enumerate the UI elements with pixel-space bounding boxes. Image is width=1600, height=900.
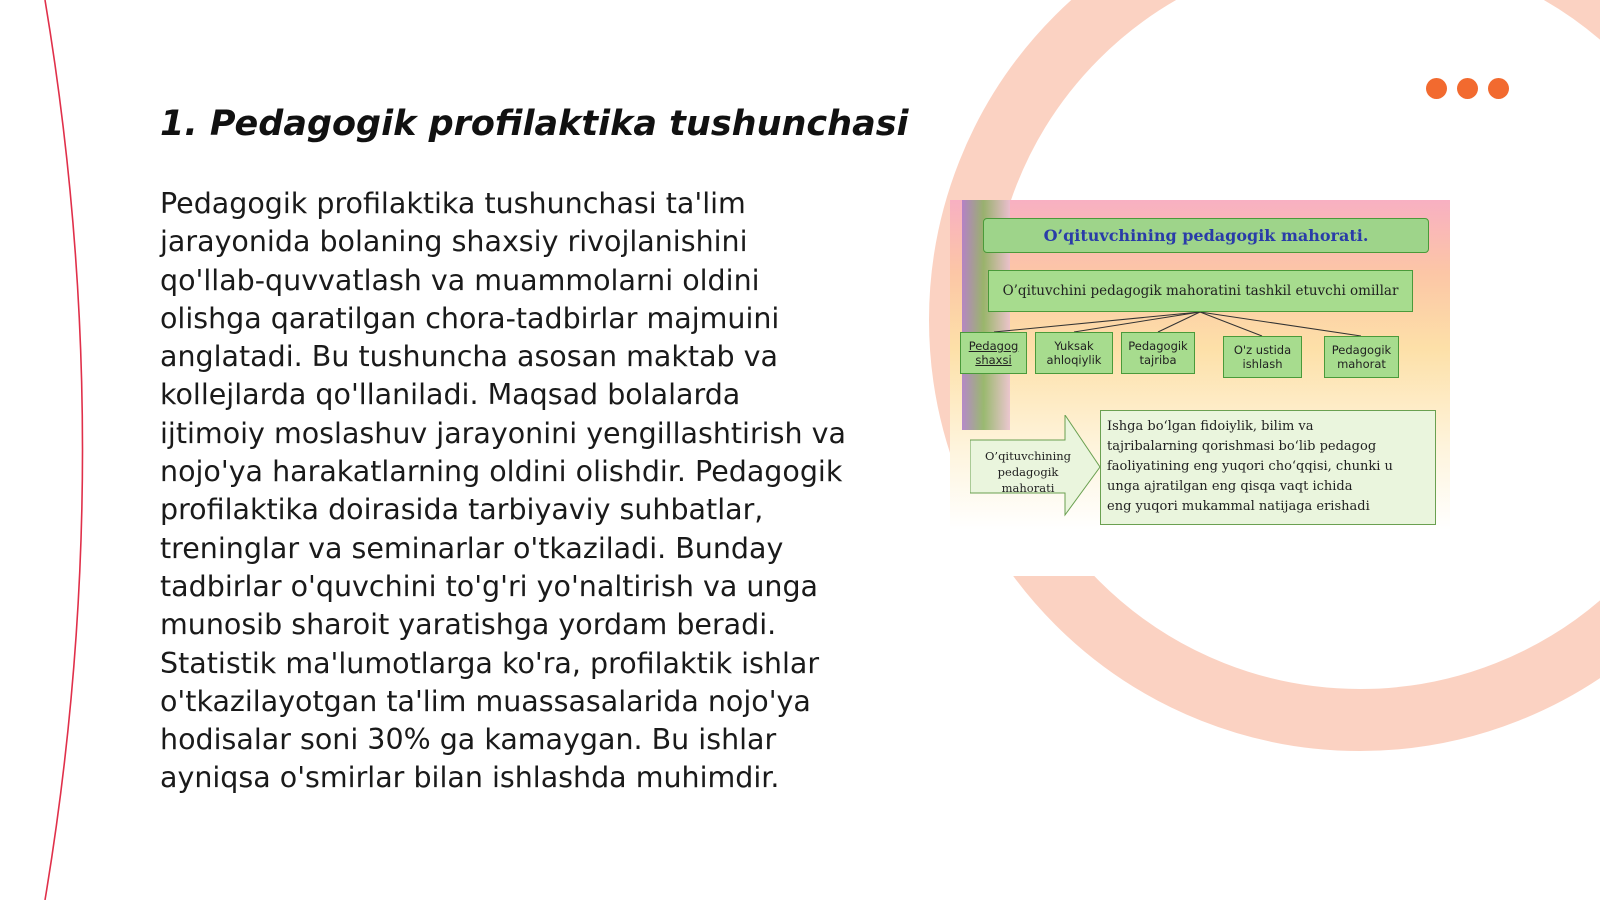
factor-box-yuksak-ahloqiylik: Yuksak ahloqiylik [1035, 332, 1113, 374]
diagram-description-box: Ishga bo‘lgan fidoiylik, bilim va tajribalarning qorishmasi bo‘lib pedagog faoliyatining eng yuqori cho‘qqisi, chunki u unga ajratilgan eng qisqa vaqt ichida eng yuqori mukammal natijaga erishadi [1100, 410, 1436, 525]
dot-3 [1488, 78, 1509, 99]
diagram-title-box: O’qituvchining pedagogik mahorati. [983, 218, 1429, 253]
dots-menu-decoration [1426, 78, 1509, 99]
arrow-label: O’qituvchining pedagogik mahorati [984, 449, 1072, 495]
slide-title: 1. Pedagogik profilaktika tushunchasi [160, 104, 909, 144]
diagram-subtitle-box: O’qituvchini pedagogik mahoratini tashkil etuvchi omillar [988, 270, 1413, 312]
factor-box-pedagogik-mahorat: Pedagogik mahorat [1324, 336, 1399, 378]
dot-1 [1426, 78, 1447, 99]
left-decorative-curve [45, 0, 83, 900]
factor-box-oz-ustida-ishlash: O'z ustida ishlash [1223, 336, 1302, 378]
dot-2 [1457, 78, 1478, 99]
factor-box-pedagog-shaxsi: Pedagog shaxsi [960, 332, 1027, 374]
pedagogical-skill-diagram [950, 200, 1450, 530]
factor-box-pedagogik-tajriba: Pedagogik tajriba [1121, 332, 1195, 374]
slide-body-text: Pedagogik profilaktika tushunchasi ta'lim jarayonida bolaning shaxsiy rivojlanishini qo'llab-quvvatlash va muammolarni oldini olishga qaratilgan chora-tadbirlar majmuini anglatadi. Bu tushuncha asosan maktab va kollejlarda qo'llaniladi. Maqsad bolalarda ijtimoiy moslashuv jarayonini yengillashtirish va nojo'ya harakatlarning oldini olishdir. Pedagogik profilaktika doirasida tarbiyaviy suhbatlar, treninglar va seminarlar o'tkaziladi. Bunday tadbirlar o'quvchini to'g'ri yo'naltirish va unga munosib sharoit yaratishga yordam beradi. Statistik ma'lumotlarga ko'ra, profilaktik ishlar o'tkazilayotgan ta'lim muassasalarida nojo'ya hodisalar soni 30% ga kamaygan. Bu ishlar ayniqsa o'smirlar bilan ishlashda muhimdir. [160, 187, 846, 795]
